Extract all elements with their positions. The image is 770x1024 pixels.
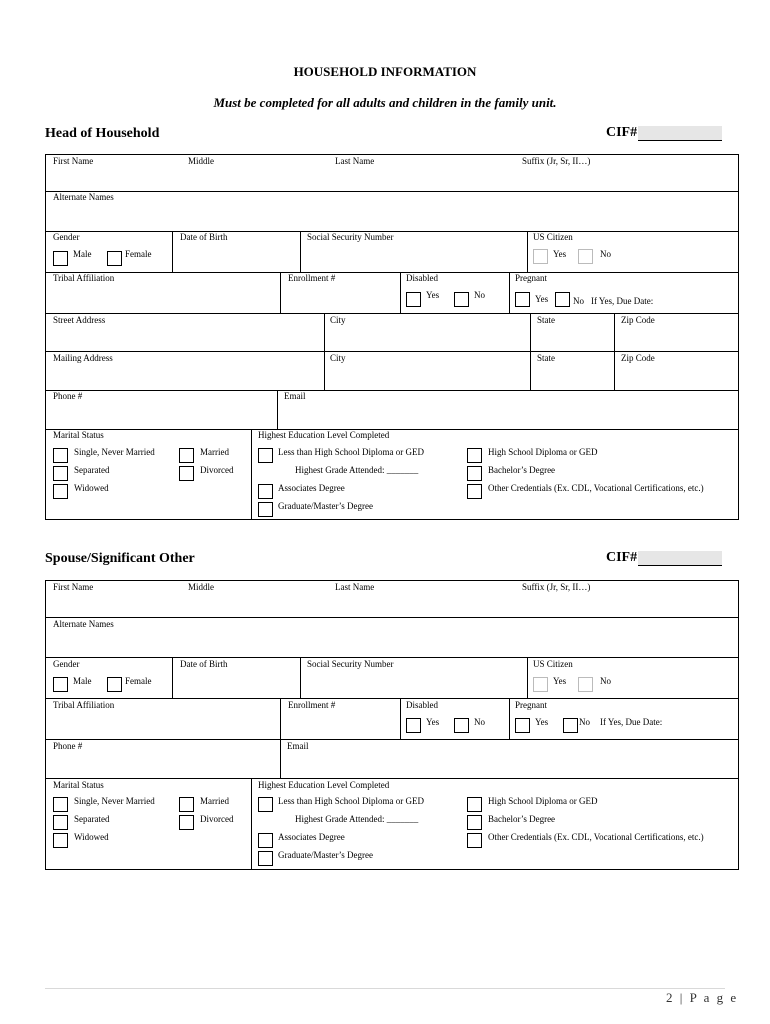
head-hs-diploma-label: High School Diploma or GED	[488, 447, 598, 457]
head-city-label: City	[330, 315, 346, 325]
head-separated-checkbox[interactable]	[53, 466, 68, 481]
spouse-disabled-yes-checkbox[interactable]	[406, 718, 421, 733]
head-ssn-label: Social Security Number	[307, 232, 394, 242]
spouse-alternate-names-label: Alternate Names	[53, 619, 114, 629]
head-due-date-label: If Yes, Due Date:	[591, 296, 654, 306]
head-alternate-names-label: Alternate Names	[53, 192, 114, 202]
spouse-cif-label: CIF#	[606, 550, 638, 565]
head-graduate-checkbox[interactable]	[258, 502, 273, 517]
head-female-checkbox[interactable]	[107, 251, 122, 266]
spouse-less-hs-checkbox[interactable]	[258, 797, 273, 812]
spouse-less-hs-label: Less than High School Diploma or GED	[278, 796, 424, 806]
head-suffix-label: Suffix (Jr, Sr, II…)	[522, 156, 591, 166]
head-less-hs-label: Less than High School Diploma or GED	[278, 447, 424, 457]
head-married-label: Married	[200, 447, 229, 457]
spouse-disabled-no-checkbox[interactable]	[454, 718, 469, 733]
head-divorced-label: Divorced	[200, 465, 234, 475]
spouse-widowed-label: Widowed	[74, 832, 109, 842]
page-number: 2 | P a g e	[666, 990, 739, 1005]
head-dob-label: Date of Birth	[180, 232, 228, 242]
head-less-hs-checkbox[interactable]	[258, 448, 273, 463]
spouse-bachelors-label: Bachelor’s Degree	[488, 814, 556, 824]
head-us-citizen-label: US Citizen	[533, 232, 573, 242]
head-graduate-label: Graduate/Master’s Degree	[278, 501, 374, 511]
spouse-middle-label: Middle	[188, 582, 214, 592]
spouse-citizen-yes-checkbox[interactable]	[533, 677, 548, 692]
spouse-phone-label: Phone #	[53, 741, 83, 751]
spouse-divorced-label: Divorced	[200, 814, 234, 824]
head-associates-checkbox[interactable]	[258, 484, 273, 499]
head-female-label: Female	[125, 249, 152, 259]
spouse-single-checkbox[interactable]	[53, 797, 68, 812]
head-male-label: Male	[73, 249, 92, 259]
spouse-female-checkbox[interactable]	[107, 677, 122, 692]
head-cif-field[interactable]	[606, 125, 722, 141]
form-title: HOUSEHOLD INFORMATION	[293, 64, 477, 79]
head-pregnant-no-checkbox[interactable]	[555, 292, 570, 307]
head-widowed-checkbox[interactable]	[53, 484, 68, 499]
head-cif-blank[interactable]	[638, 126, 722, 141]
head-of-household-heading: Head of Household	[45, 126, 160, 141]
spouse-ssn-label: Social Security Number	[307, 659, 394, 669]
head-pregnant-yes-checkbox[interactable]	[515, 292, 530, 307]
form-subtitle: Must be completed for all adults and children in the family unit.	[213, 95, 557, 110]
head-street-label: Street Address	[53, 315, 106, 325]
head-middle-label: Middle	[188, 156, 214, 166]
head-marital-label: Marital Status	[53, 430, 104, 440]
spouse-hs-diploma-checkbox[interactable]	[467, 797, 482, 812]
head-disabled-yes-checkbox[interactable]	[406, 292, 421, 307]
spouse-widowed-checkbox[interactable]	[53, 833, 68, 848]
spouse-us-citizen-label: US Citizen	[533, 659, 573, 669]
head-pregnant-no-label: No	[573, 296, 584, 306]
head-grade-label: Highest Grade Attended: _______	[295, 465, 419, 475]
spouse-other-cred-label: Other Credentials (Ex. CDL, Vocational Certifications, etc.)	[488, 832, 704, 842]
spouse-female-label: Female	[125, 676, 152, 686]
spouse-associates-checkbox[interactable]	[258, 833, 273, 848]
head-enrollment-label: Enrollment #	[288, 273, 336, 283]
footer-divider	[45, 988, 725, 989]
head-disabled-yes-label: Yes	[426, 290, 440, 300]
head-first-name-label: First Name	[53, 156, 94, 166]
head-other-cred-label: Other Credentials (Ex. CDL, Vocational Certifications, etc.)	[488, 483, 704, 493]
head-widowed-label: Widowed	[74, 483, 109, 493]
spouse-graduate-checkbox[interactable]	[258, 851, 273, 866]
spouse-associates-label: Associates Degree	[278, 832, 345, 842]
head-married-checkbox[interactable]	[179, 448, 194, 463]
head-associates-label: Associates Degree	[278, 483, 345, 493]
spouse-education-label: Highest Education Level Completed	[258, 780, 390, 790]
spouse-suffix-label: Suffix (Jr, Sr, II…)	[522, 582, 591, 592]
spouse-bachelors-checkbox[interactable]	[467, 815, 482, 830]
spouse-hs-diploma-label: High School Diploma or GED	[488, 796, 598, 806]
head-citizen-no-checkbox[interactable]	[578, 249, 593, 264]
head-mailing-zip-label: Zip Code	[621, 353, 655, 363]
spouse-pregnant-yes-checkbox[interactable]	[515, 718, 530, 733]
spouse-dob-label: Date of Birth	[180, 659, 228, 669]
head-citizen-no-label: No	[600, 249, 611, 259]
spouse-tribal-label: Tribal Affiliation	[53, 700, 115, 710]
head-citizen-yes-checkbox[interactable]	[533, 249, 548, 264]
spouse-due-date-label: If Yes, Due Date:	[600, 717, 663, 727]
spouse-cif-field[interactable]	[606, 550, 722, 566]
spouse-enrollment-label: Enrollment #	[288, 700, 336, 710]
head-citizen-yes-label: Yes	[553, 249, 567, 259]
head-email-label: Email	[284, 391, 306, 401]
head-single-label: Single, Never Married	[74, 447, 155, 457]
spouse-other-cred-checkbox[interactable]	[467, 833, 482, 848]
spouse-cif-blank[interactable]	[638, 551, 722, 566]
spouse-pregnant-no-checkbox[interactable]	[563, 718, 578, 733]
head-bachelors-label: Bachelor’s Degree	[488, 465, 556, 475]
spouse-citizen-yes-label: Yes	[553, 676, 567, 686]
head-disabled-no-label: No	[474, 290, 485, 300]
head-last-name-label: Last Name	[335, 156, 375, 166]
spouse-marital-label: Marital Status	[53, 780, 104, 790]
spouse-single-label: Single, Never Married	[74, 796, 155, 806]
head-hs-diploma-checkbox[interactable]	[467, 448, 482, 463]
spouse-male-label: Male	[73, 676, 92, 686]
spouse-divorced-checkbox[interactable]	[179, 815, 194, 830]
head-pregnant-label: Pregnant	[515, 273, 547, 283]
spouse-pregnant-label: Pregnant	[515, 700, 547, 710]
head-mailing-state-label: State	[537, 353, 555, 363]
head-male-checkbox[interactable]	[53, 251, 68, 266]
head-gender-label: Gender	[53, 232, 80, 242]
spouse-graduate-label: Graduate/Master’s Degree	[278, 850, 374, 860]
spouse-male-checkbox[interactable]	[53, 677, 68, 692]
spouse-pregnant-yes-label: Yes	[535, 717, 549, 727]
spouse-citizen-no-checkbox[interactable]	[578, 677, 593, 692]
head-disabled-label: Disabled	[406, 273, 438, 283]
head-tribal-label: Tribal Affiliation	[53, 273, 115, 283]
spouse-gender-label: Gender	[53, 659, 80, 669]
spouse-heading: Spouse/Significant Other	[45, 551, 195, 566]
head-divorced-checkbox[interactable]	[179, 466, 194, 481]
spouse-pregnant-no-label: No	[579, 717, 590, 727]
spouse-separated-checkbox[interactable]	[53, 815, 68, 830]
spouse-married-label: Married	[200, 796, 229, 806]
head-mailing-city-label: City	[330, 353, 346, 363]
head-state-label: State	[537, 315, 555, 325]
head-mailing-label: Mailing Address	[53, 353, 113, 363]
head-separated-label: Separated	[74, 465, 110, 475]
spouse-disabled-label: Disabled	[406, 700, 438, 710]
head-education-label: Highest Education Level Completed	[258, 430, 390, 440]
head-disabled-no-checkbox[interactable]	[454, 292, 469, 307]
head-pregnant-yes-label: Yes	[535, 294, 549, 304]
spouse-disabled-no-label: No	[474, 717, 485, 727]
spouse-citizen-no-label: No	[600, 676, 611, 686]
spouse-last-name-label: Last Name	[335, 582, 375, 592]
head-cif-label: CIF#	[606, 125, 638, 140]
spouse-married-checkbox[interactable]	[179, 797, 194, 812]
head-other-cred-checkbox[interactable]	[467, 484, 482, 499]
head-bachelors-checkbox[interactable]	[467, 466, 482, 481]
spouse-first-name-label: First Name	[53, 582, 94, 592]
spouse-grade-label: Highest Grade Attended: _______	[295, 814, 419, 824]
head-single-checkbox[interactable]	[53, 448, 68, 463]
head-zip-label: Zip Code	[621, 315, 655, 325]
spouse-email-label: Email	[287, 741, 309, 751]
head-phone-label: Phone #	[53, 391, 83, 401]
spouse-separated-label: Separated	[74, 814, 110, 824]
spouse-disabled-yes-label: Yes	[426, 717, 440, 727]
